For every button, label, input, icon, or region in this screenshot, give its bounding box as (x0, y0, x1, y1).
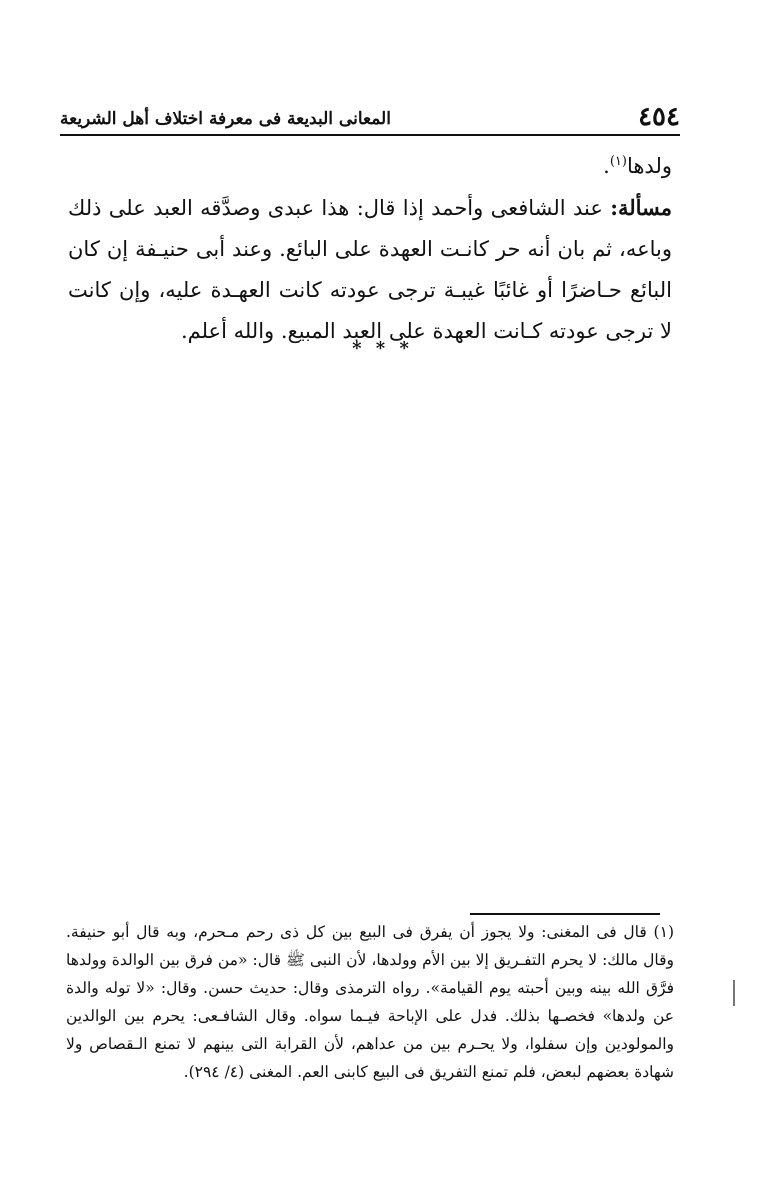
continuation-end: . (603, 154, 610, 178)
header-rule (60, 134, 680, 136)
issue-label: مسألة: (610, 195, 672, 220)
section-separator: * * * (352, 338, 413, 359)
running-title: المعانى البديعة فى معرفة اختلاف أهل الشريعة (60, 109, 391, 129)
paragraph-continuation (68, 146, 672, 187)
footnote (66, 918, 674, 1086)
scan-edge-mark (733, 980, 735, 1006)
footnote-reference: (١) (609, 154, 627, 169)
footnote-text: (١) قال فى المغنى: ولا يجوز أن يفرق فى البيع بين كل ذى رحم مـحرم، وبه قال أبو حنيفة. وقال مالك: لا يحرم التفـريق إلا بين الأم وولدها، لأن النبى ﷺ قال: «من فرق بين الوالدة وولدها فرَّق الله بينه وبين أحبته يوم القيامة». رواه الترمذى وقال: حديث حسن. وقال: «لا توله والدة عن ولدها» فخصـها بذلك. فدل على الإباحة فيـما سواه. وقال الشافـعى: يحرم بين الوالدين والمولودين وإن سفلوا، ولا يحـرم بين من عداهم، لأن القرابة التى بينهم لا تمنع الـقصاص ولا شهادة بعضهم لبعض، فلم تمنع التفريق فى البيع كابنى العم. المغنى (٤/ ٢٩٤). (66, 923, 674, 1081)
issue-paragraph (68, 187, 672, 352)
footnote-rule (470, 913, 660, 915)
continuation-text: ولدها (626, 154, 672, 178)
main-text (68, 146, 672, 352)
page-number: ٤٥٤ (638, 102, 680, 132)
issue-text: عند الشافعى وأحمد إذا قال: هذا عبدى وصدَّقه العبد على ذلك وباعه، ثم بان أنه حر كانـت العهدة على البائع. وعند أبى حنيـفة إن كان البائع حـاضرًا أو غائبًا غيبـة ترجى عودته كانت العهـدة عليه، وإن كانت لا ترجى عودته كـانت العهدة على العبد المبيع. والله أعلم. (68, 196, 672, 343)
page-header (60, 100, 680, 136)
